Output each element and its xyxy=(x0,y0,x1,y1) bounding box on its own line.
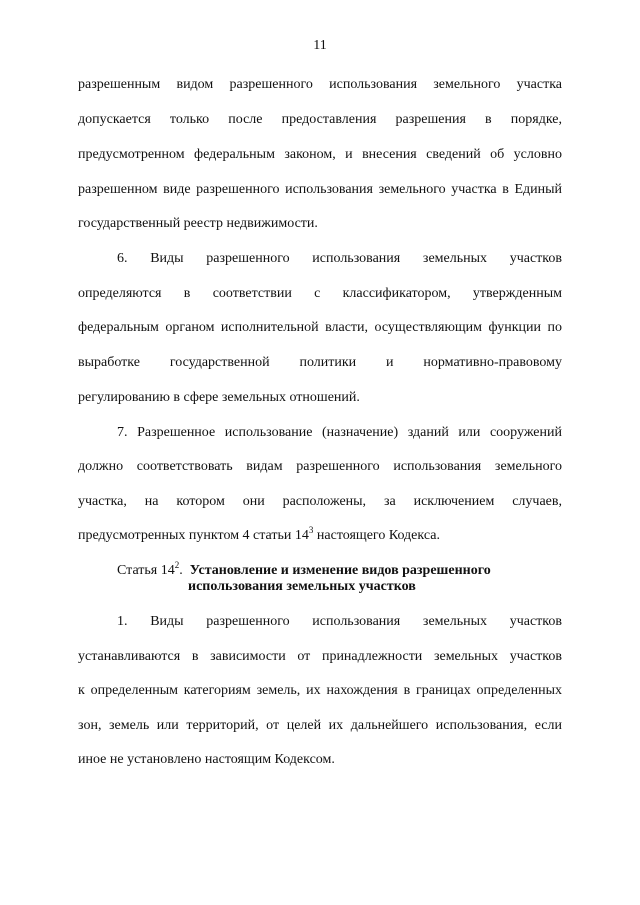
text-line: разрешенным видом разрешенного использования земельного участка xyxy=(78,77,562,92)
article-title-line-2: использования земельных участков xyxy=(188,579,416,594)
text-line: предусмотренном федеральным законом, и внесения сведений об условно xyxy=(78,147,562,162)
article-label: Статья 14 xyxy=(117,563,175,578)
article-dot: . xyxy=(179,563,183,578)
text-line: допускается только после предоставления разрешения в порядке, xyxy=(78,112,562,127)
article-heading-line-1 xyxy=(117,560,562,579)
text-line: зон, земель или территорий, от целей их дальнейшего использования, если xyxy=(78,718,562,733)
article-title-line-1: Установление и изменение видов разрешенного xyxy=(189,563,491,578)
text-line: разрешенном виде разрешенного использования земельного участка в Единый xyxy=(78,182,562,197)
text-line: иное не установлено настоящим Кодексом. xyxy=(78,752,335,767)
text-line: к определенным категориям земель, их нахождения в границах определенных xyxy=(78,683,562,698)
text-line: устанавливаются в зависимости от принадлежности земельных участков xyxy=(78,649,562,664)
text-line: государственный реестр недвижимости. xyxy=(78,216,318,231)
superscript: 2 xyxy=(174,560,180,570)
paragraph-6-first-line: 6. Виды разрешенного использования земельных участков xyxy=(117,251,562,266)
text-line: должно соответствовать видам разрешенного использования земельного xyxy=(78,459,562,474)
text-line: определяются в соответствии с классификатором, утвержденным xyxy=(78,286,562,301)
page-number: 11 xyxy=(313,38,327,53)
text-line: федеральным органом исполнительной власти, осуществляющим функции по xyxy=(78,320,562,335)
text-span: настоящего Кодекса. xyxy=(313,528,440,543)
text-line: выработке государственной политики и нормативно-правовому xyxy=(78,355,562,370)
paragraph-7-first-line: 7. Разрешенное использование (назначение) зданий или сооружений xyxy=(117,425,562,440)
text-span: предусмотренных пунктом 4 статьи 14 xyxy=(78,528,309,543)
text-line-with-superscript xyxy=(78,525,562,544)
text-line: участка, на котором они расположены, за исключением случаев, xyxy=(78,494,562,509)
superscript: 3 xyxy=(308,525,314,535)
text-line: регулированию в сфере земельных отношений. xyxy=(78,390,360,405)
paragraph-1-first-line: 1. Виды разрешенного использования земельных участков xyxy=(117,614,562,629)
article-heading xyxy=(117,560,562,595)
